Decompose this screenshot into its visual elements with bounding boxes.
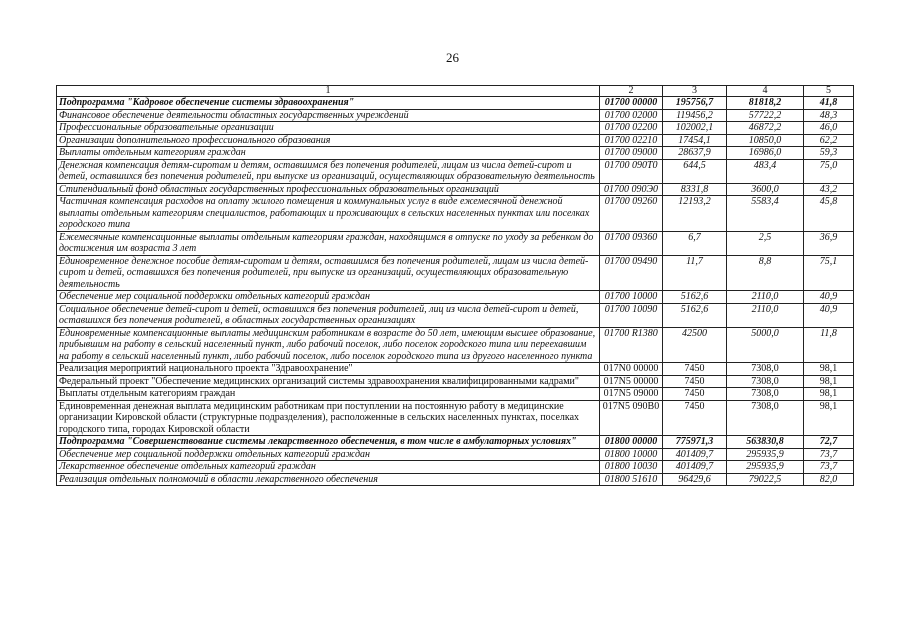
row-col4-cell: 10850,0 — [727, 134, 804, 147]
row-name-cell: Единовременное денежное пособие детям-сиротам и детям, оставшимся без попечения родителей, лицам из числа детей-сирот и детей, оставшихся без попечения родителей, при выпуске из организаций, осуществляющих образовательную деятельность — [57, 255, 600, 291]
row-name-cell: Стипендиальный фонд областных государственных профессиональных образовательных организаций — [57, 183, 600, 196]
row-col4-cell: 8,8 — [727, 255, 804, 291]
table-row — [57, 196, 854, 232]
row-code-cell: 017N0 00000 — [600, 363, 663, 376]
row-col3-cell: 42500 — [663, 327, 727, 363]
row-col5-cell: 46,0 — [804, 122, 854, 135]
table-row — [57, 461, 854, 474]
row-code-cell: 017N5 090B0 — [600, 400, 663, 436]
row-col5-cell: 98,1 — [804, 375, 854, 388]
row-code-cell: 01700 09000 — [600, 147, 663, 160]
row-name-cell: Единовременные компенсационные выплаты медицинским работникам в возрасте до 50 лет, имеющим высшее образование, прибывшим на работу в сельский населенный пункт, либо рабочий поселок, либо поселок городского типа или переехавшим на работу в сельский населенный пункт, либо рабочий поселок, либо поселок городского типа из другого населенного пункта — [57, 327, 600, 363]
row-col3-cell: 11,7 — [663, 255, 727, 291]
row-col3-cell: 96429,6 — [663, 473, 727, 486]
header-cell-4: 4 — [727, 86, 804, 97]
row-code-cell: 01700 10090 — [600, 303, 663, 327]
row-col3-cell: 102002,1 — [663, 122, 727, 135]
row-name-cell: Обеспечение мер социальной поддержки отдельных категорий граждан — [57, 448, 600, 461]
row-col4-cell: 2,5 — [727, 231, 804, 255]
row-name-cell: Выплаты отдельным категориям граждан — [57, 388, 600, 401]
row-code-cell: 01700 00000 — [600, 97, 663, 110]
row-name-cell: Реализация мероприятий национального проекта "Здравоохранение" — [57, 363, 600, 376]
row-name-cell: Реализация отдельных полномочий в области лекарственного обеспечения — [57, 473, 600, 486]
row-code-cell: 01700 02000 — [600, 109, 663, 122]
row-code-cell: 01800 10000 — [600, 448, 663, 461]
row-name-cell: Обеспечение мер социальной поддержки отдельных категорий граждан — [57, 291, 600, 304]
row-col4-cell: 5000,0 — [727, 327, 804, 363]
row-col3-cell: 401409,7 — [663, 461, 727, 474]
row-col3-cell: 12193,2 — [663, 196, 727, 232]
row-code-cell: 01700 09260 — [600, 196, 663, 232]
row-name-cell: Ежемесячные компенсационные выплаты отдельным категориям граждан, находящимся в отпуске по уходу за ребенком до достижения им возраста 3 лет — [57, 231, 600, 255]
row-col3-cell: 401409,7 — [663, 448, 727, 461]
row-code-cell: 01800 00000 — [600, 436, 663, 449]
row-code-cell: 01800 51610 — [600, 473, 663, 486]
table-row — [57, 122, 854, 135]
row-col5-cell: 98,1 — [804, 388, 854, 401]
page-number: 26 — [446, 50, 459, 65]
row-code-cell: 017N5 00000 — [600, 375, 663, 388]
row-col5-cell: 75,1 — [804, 255, 854, 291]
row-col5-cell: 40,9 — [804, 291, 854, 304]
row-col4-cell: 2110,0 — [727, 291, 804, 304]
table-row — [57, 291, 854, 304]
table-row — [57, 388, 854, 401]
row-col5-cell: 43,2 — [804, 183, 854, 196]
row-col5-cell: 98,1 — [804, 400, 854, 436]
table-row — [57, 400, 854, 436]
table-row — [57, 473, 854, 486]
row-col3-cell: 7450 — [663, 375, 727, 388]
row-col3-cell: 644,5 — [663, 159, 727, 183]
table-row — [57, 436, 854, 449]
row-col4-cell: 7308,0 — [727, 388, 804, 401]
row-name-cell: Социальное обеспечение детей-сирот и детей, оставшихся без попечения родителей, лиц из числа детей-сирот и детей, оставшихся без попечения родителей, в областных государственных организациях — [57, 303, 600, 327]
header-cell-5: 5 — [804, 86, 854, 97]
row-name-cell: Частичная компенсация расходов на оплату жилого помещения и коммунальных услуг в виде ежемесячной денежной выплаты отдельным категориям специалистов, работающих и проживающих в сельских населенных пунктах или поселках городского типа — [57, 196, 600, 232]
table-row — [57, 363, 854, 376]
row-code-cell: 01700 02200 — [600, 122, 663, 135]
table-row — [57, 448, 854, 461]
row-col5-cell: 73,7 — [804, 461, 854, 474]
row-col3-cell: 17454,1 — [663, 134, 727, 147]
header-cell-3: 3 — [663, 86, 727, 97]
row-col3-cell: 7450 — [663, 388, 727, 401]
budget-table — [56, 85, 854, 486]
table-header-row — [57, 86, 854, 97]
row-col3-cell: 775971,3 — [663, 436, 727, 449]
row-code-cell: 01700 090Э0 — [600, 183, 663, 196]
row-col3-cell: 7450 — [663, 400, 727, 436]
row-name-cell: Денежная компенсация детям-сиротам и детям, оставшимся без попечения родителей, лицам из числа детей-сирот и детей, оставшихся без попечения родителей, при выпуске из организаций, осуществляющих образовательную деятельность — [57, 159, 600, 183]
row-name-cell: Единовременная денежная выплата медицинским работникам при поступлении на постоянную работу в медицинские организации Кировской области (структурные подразделения), расположенные в сельских населенных пунктах, поселках городского типа, городах Кировской области — [57, 400, 600, 436]
row-col3-cell: 5162,6 — [663, 303, 727, 327]
row-col5-cell: 36,9 — [804, 231, 854, 255]
row-col5-cell: 72,7 — [804, 436, 854, 449]
table-row — [57, 183, 854, 196]
row-col3-cell: 5162,6 — [663, 291, 727, 304]
row-code-cell: 01700 090Т0 — [600, 159, 663, 183]
row-col4-cell: 295935,9 — [727, 461, 804, 474]
row-col4-cell: 7308,0 — [727, 375, 804, 388]
row-col4-cell: 7308,0 — [727, 363, 804, 376]
row-code-cell: 01700 10000 — [600, 291, 663, 304]
row-col4-cell: 483,4 — [727, 159, 804, 183]
row-col4-cell: 3600,0 — [727, 183, 804, 196]
row-col4-cell: 295935,9 — [727, 448, 804, 461]
row-col5-cell: 41,8 — [804, 97, 854, 110]
row-col5-cell: 73,7 — [804, 448, 854, 461]
row-code-cell: 017N5 09000 — [600, 388, 663, 401]
row-code-cell: 01700 02210 — [600, 134, 663, 147]
row-col4-cell: 2110,0 — [727, 303, 804, 327]
table-row — [57, 375, 854, 388]
row-col3-cell: 119456,2 — [663, 109, 727, 122]
row-name-cell: Профессиональные образовательные организации — [57, 122, 600, 135]
row-name-cell: Федеральный проект "Обеспечение медицинских организаций системы здравоохранения квалифицированными кадрами" — [57, 375, 600, 388]
row-name-cell: Подпрограмма "Совершенствование системы лекарственного обеспечения, в том числе в амбулаторных условиях" — [57, 436, 600, 449]
row-name-cell: Подпрограмма "Кадровое обеспечение системы здравоохранения" — [57, 97, 600, 110]
table-row — [57, 327, 854, 363]
row-col4-cell: 81818,2 — [727, 97, 804, 110]
table-row — [57, 303, 854, 327]
table-row — [57, 109, 854, 122]
row-col4-cell: 16986,0 — [727, 147, 804, 160]
header-cell-2: 2 — [600, 86, 663, 97]
row-col4-cell: 5583,4 — [727, 196, 804, 232]
row-name-cell: Организации дополнительного профессионального образования — [57, 134, 600, 147]
table-row — [57, 255, 854, 291]
row-col3-cell: 6,7 — [663, 231, 727, 255]
row-col3-cell: 8331,8 — [663, 183, 727, 196]
table-row — [57, 159, 854, 183]
row-col4-cell: 46872,2 — [727, 122, 804, 135]
row-code-cell: 01800 10030 — [600, 461, 663, 474]
table-row — [57, 97, 854, 110]
row-name-cell: Выплаты отдельным категориям граждан — [57, 147, 600, 160]
row-col4-cell: 79022,5 — [727, 473, 804, 486]
row-col5-cell: 62,2 — [804, 134, 854, 147]
row-col5-cell: 40,9 — [804, 303, 854, 327]
row-col5-cell: 59,3 — [804, 147, 854, 160]
row-col3-cell: 28637,9 — [663, 147, 727, 160]
row-code-cell: 01700 09490 — [600, 255, 663, 291]
table-row — [57, 147, 854, 160]
table-row — [57, 231, 854, 255]
row-col5-cell: 45,8 — [804, 196, 854, 232]
table-row — [57, 134, 854, 147]
row-name-cell: Финансовое обеспечение деятельности областных государственных учреждений — [57, 109, 600, 122]
row-col3-cell: 195756,7 — [663, 97, 727, 110]
row-col4-cell: 7308,0 — [727, 400, 804, 436]
row-col5-cell: 98,1 — [804, 363, 854, 376]
row-col5-cell: 82,0 — [804, 473, 854, 486]
row-code-cell: 01700 09360 — [600, 231, 663, 255]
header-cell-1: 1 — [57, 86, 600, 97]
row-col3-cell: 7450 — [663, 363, 727, 376]
row-col4-cell: 57722,2 — [727, 109, 804, 122]
row-col5-cell: 48,3 — [804, 109, 854, 122]
row-name-cell: Лекарственное обеспечение отдельных категорий граждан — [57, 461, 600, 474]
row-col5-cell: 11,8 — [804, 327, 854, 363]
row-col5-cell: 75,0 — [804, 159, 854, 183]
row-col4-cell: 563830,8 — [727, 436, 804, 449]
row-code-cell: 01700 R1380 — [600, 327, 663, 363]
